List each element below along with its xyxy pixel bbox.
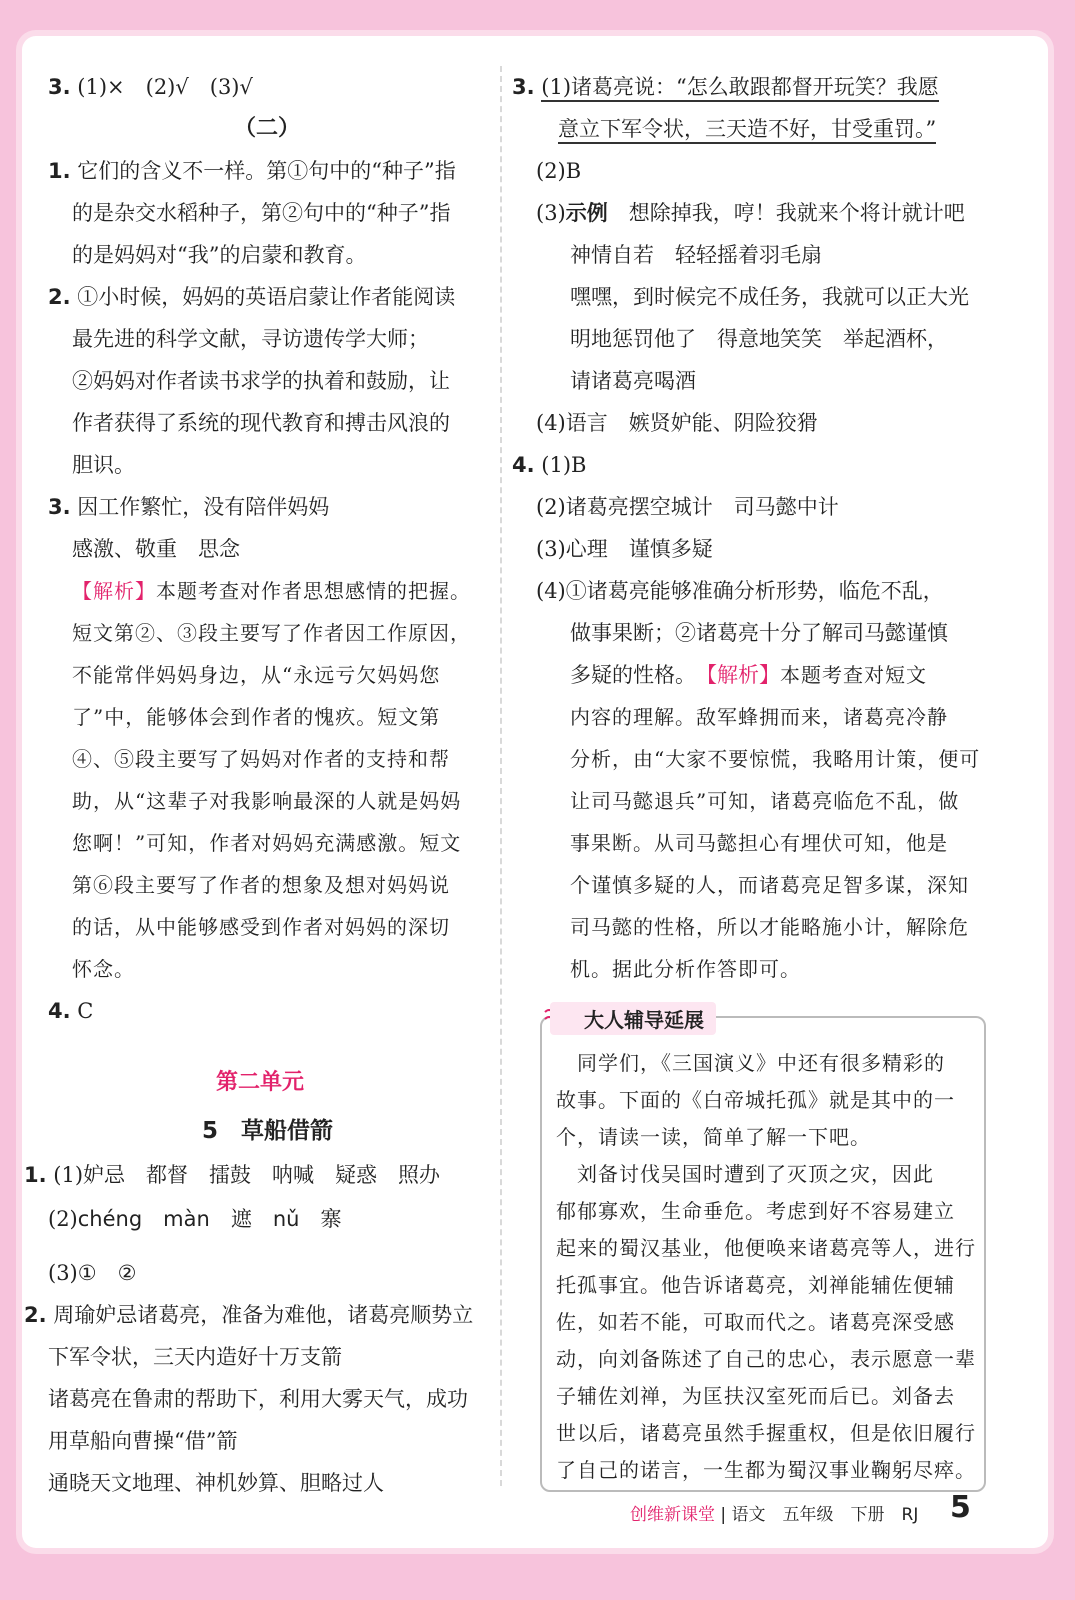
answer-2-line-3: ②妈妈对作者读书求学的执着和鼓励，让 [72, 369, 450, 393]
page-sheet [22, 36, 1048, 1548]
answer-2-line-2: 最先进的科学文献，寻访遗传学大师； [72, 327, 429, 351]
right-answer-3-sub2: (2)B [536, 159, 582, 183]
answer-2-line-1: 2. ①小时候，妈妈的英语启蒙让作者能阅读 [48, 285, 456, 309]
analysis-tag: 【解析】 [706, 663, 780, 687]
extension-line: 同学们，《三国演义》中还有很多精彩的 [556, 1051, 945, 1075]
analysis-line-1: 【解析】本题考查对作者思想感情的把握。 [72, 579, 471, 603]
lesson-title: 5 草船借箭 [202, 1118, 334, 1144]
right-analysis-line: 内容的理解。敌军蜂拥而来，诸葛亮冷静 [570, 705, 948, 729]
lesson-answer-2-line-5: 通晓天文地理、神机妙算、胆略过人 [48, 1471, 384, 1495]
answer-3-line-2: 感激、敬重 思念 [72, 537, 240, 561]
answer-1-line-2: 的是杂交水稻种子，第②句中的“种子”指 [72, 201, 451, 225]
right-analysis-line: 分析，由“大家不要惊慌，我略用计策，便可 [570, 747, 981, 771]
right-analysis-line: 让司马懿退兵”可知，诸葛亮临危不乱，做 [570, 789, 960, 813]
extension-line: 动，向刘备陈述了自己的忠心，表示愿意一辈 [556, 1347, 976, 1371]
answer-4: 4. C [48, 999, 94, 1023]
right-answer-4-sub4-line-3: 多疑的性格。 【解析】本题考查对短文 [570, 663, 927, 687]
footer-subject: 语文 五年级 下册 RJ [731, 1505, 919, 1525]
extension-line: 起来的蜀汉基业，他便唤来诸葛亮等人，进行 [556, 1236, 976, 1260]
analysis-line: 短文第②、③段主要写了作者因工作原因， [72, 621, 471, 645]
analysis-line: 第⑥段主要写了作者的想象及想对妈妈说 [72, 873, 450, 897]
right-analysis-line: 司马懿的性格，所以才能略施小计，解除危 [570, 915, 969, 939]
right-answer-3-sub3-line: 请诸葛亮喝酒 [570, 369, 696, 393]
right-answer-3-line-1: 3. (1)诸葛亮说：“怎么敢跟都督开玩笑？我愿 [512, 72, 939, 102]
extension-line: 子辅佐刘禅，为匡扶汉室死而后已。刘备去 [556, 1384, 955, 1408]
analysis-line: 怀念。 [72, 957, 135, 981]
extension-box-title: 大人辅导延展 [550, 1002, 716, 1035]
right-answer-4-sub1: 4. (1)B [512, 453, 587, 477]
lesson-answer-2-line-3: 诸葛亮在鲁肃的帮助下，利用大雾天气，成功 [48, 1387, 468, 1411]
right-answer-3-sub3-line: 神情自若 轻轻摇着羽毛扇 [570, 243, 822, 267]
extension-line: 托孤事宜。他告诉诸葛亮，刘禅能辅佐便辅 [556, 1273, 955, 1297]
right-answer-3-sub4: (4)语言 嫉贤妒能、阴险狡猾 [536, 411, 818, 435]
analysis-line: 助，从“这辈子对我影响最深的人就是妈妈 [72, 789, 462, 813]
column-divider [500, 66, 502, 1486]
extension-line: 个，请读一读，简单了解一下吧。 [556, 1125, 871, 1149]
answer-3-top: 3. (1)× (2)√ (3)√ [48, 75, 253, 99]
analysis-line: 了”中，能够体会到作者的愧疚。短文第 [72, 705, 441, 729]
right-answer-4-sub2: (2)诸葛亮摆空城计 司马懿中计 [536, 495, 839, 519]
answer-3-line-1: 3. 因工作繁忙，没有陪伴妈妈 [48, 495, 330, 519]
analysis-line: ④、⑤段主要写了妈妈对作者的支持和帮 [72, 747, 450, 771]
extension-line: 故事。下面的《白帝城托孤》就是其中的一 [556, 1088, 955, 1112]
right-answer-4-sub4-line-2: 做事果断；②诸葛亮十分了解司马懿谨慎 [570, 621, 948, 645]
extension-line: 佐，如若不能，可取而代之。诸葛亮深受感 [556, 1310, 955, 1334]
lesson-answer-2-line-2: 下军令状，三天内造好十万支箭 [48, 1345, 342, 1369]
extension-line: 郁郁寡欢，生命垂危。考虑到好不容易建立 [556, 1199, 955, 1223]
extension-line: 世以后，诸葛亮虽然手握重权，但是依旧履行 [556, 1421, 976, 1445]
answer-2-line-5: 胆识。 [72, 453, 135, 477]
lesson-answer-1-line-1: 1. (1)妒忌 都督 擂鼓 呐喊 疑惑 照办 [24, 1163, 441, 1187]
right-answer-4-sub4-line-1: (4)①诸葛亮能够准确分析形势，临危不乱， [536, 579, 944, 603]
right-analysis-line: 机。据此分析作答即可。 [570, 957, 801, 981]
answer-2-line-4: 作者获得了系统的现代教育和搏击风浪的 [72, 411, 450, 435]
analysis-tag: 【解析】 [72, 579, 156, 603]
right-answer-3-sub3-line: 明地惩罚他了 得意地笑笑 举起酒杯， [570, 327, 948, 351]
right-answer-3-sub3: (3)示例 想除掉我，哼！我就来个将计就计吧 [536, 201, 965, 225]
lesson-answer-2-line-1: 2. 周瑜妒忌诸葛亮，准备为难他，诸葛亮顺势立 [24, 1303, 474, 1327]
answer-1-line-1: 1. 它们的含义不一样。第①句中的“种子”指 [48, 159, 456, 183]
extension-line: 了自己的诺言，一生都为蜀汉事业鞠躬尽瘁。 [556, 1458, 976, 1482]
right-analysis-line: 个谨慎多疑的人，而诸葛亮足智多谋，深知 [570, 873, 969, 897]
lesson-answer-1-line-3: (3)① ② [48, 1261, 137, 1285]
unit-title: 第二单元 [216, 1070, 305, 1095]
footer: 创维新课堂 | 语文 五年级 下册 RJ [630, 1505, 919, 1525]
footer-brand: 创维新课堂 [630, 1505, 715, 1525]
right-analysis-line: 事果断。从司马懿担心有埋伏可知，他是 [570, 831, 948, 855]
section-title: （二） [234, 116, 301, 141]
answer-1-line-3: 的是妈妈对“我”的启蒙和教育。 [72, 243, 367, 267]
analysis-line: 的话，从中能够感受到作者对妈妈的深切 [72, 915, 450, 939]
example-tag: 示例 [565, 201, 608, 225]
analysis-line: 您啊！”可知，作者对妈妈充满感激。短文 [72, 831, 462, 855]
right-answer-4-sub3: (3)心理 谨慎多疑 [536, 537, 713, 561]
extension-box [540, 1008, 986, 1492]
lesson-answer-2-line-4: 用草船向曹操“借”箭 [48, 1429, 238, 1453]
analysis-line: 不能常伴妈妈身边，从“永远亏欠妈妈您 [72, 663, 441, 687]
extension-line: 刘备讨伐吴国时遭到了灭顶之灾，因此 [556, 1162, 934, 1186]
lesson-answer-1-pinyin: (2)chéng màn 遮 nǔ 寨 [48, 1207, 342, 1231]
right-answer-3-sub3-line: 嘿嘿，到时候完不成任务，我就可以正大光 [570, 285, 969, 309]
right-answer-3-line-2: 意立下军令状，三天造不好，甘受重罚。” [558, 114, 936, 144]
page-number: 5 [950, 1490, 971, 1525]
